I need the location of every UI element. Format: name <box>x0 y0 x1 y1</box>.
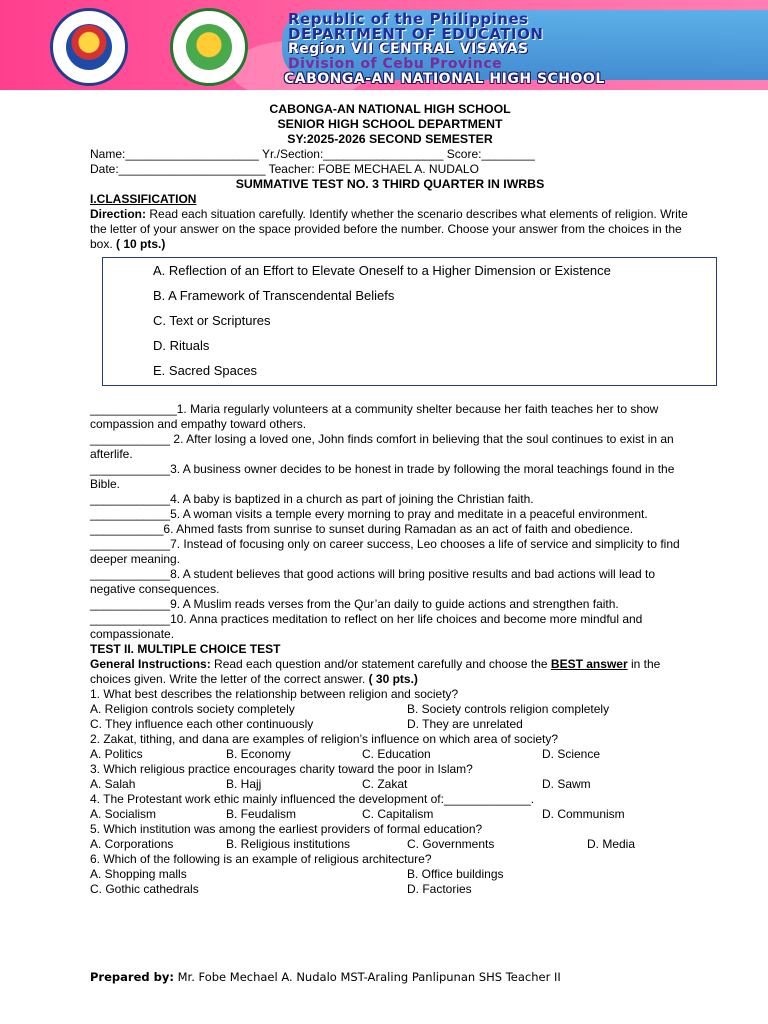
mc-question: 6. Which of the following is an example of religious architecture? <box>90 852 432 866</box>
classification-item-1[interactable]: _____________1. Maria regularly volunteers at a community shelter because her faith teaches her to show compassion and empathy toward others. <box>90 402 659 431</box>
instructions-text: Read each question and/or statement carefully and choose the <box>210 657 551 671</box>
mc-option[interactable]: D. Communism <box>542 807 625 821</box>
choice-c: C. Text or Scriptures <box>153 313 271 328</box>
mc-option[interactable]: A. Corporations <box>90 837 174 851</box>
name-line[interactable]: Name:____________________ Yr./Section:__________________ Score:________ <box>90 147 535 161</box>
banner-department: DEPARTMENT OF EDUCATION <box>288 25 544 43</box>
instructions-text-2: in the choices given. Write the letter of the correct answer. <box>90 657 661 686</box>
mc-options-row <box>90 882 690 897</box>
prepared-by-text: Mr. Fobe Mechael A. Nudalo MST-Araling Panlipunan SHS Teacher II <box>173 970 561 984</box>
classification-item-2[interactable]: ____________ 2. After losing a loved one, John finds comfort in believing that the soul continues to exist in an afterlife. <box>90 432 674 461</box>
classification-item-3[interactable]: ____________3. A business owner decides to be honest in trade by following the moral teachings found in the Bible. <box>90 462 675 491</box>
mc-option[interactable]: D. Media <box>587 837 636 851</box>
classification-item-8[interactable]: ____________8. A student believes that good actions will bring positive results and bad actions will lead to negative consequences. <box>90 567 656 596</box>
mc-option[interactable]: D. Science <box>542 747 601 761</box>
part2-heading: TEST II. MULTIPLE CHOICE TEST <box>90 642 281 656</box>
banner-region: Region VII CENTRAL VISAYAS <box>288 41 529 57</box>
mc-option[interactable]: A. Shopping malls <box>90 867 187 881</box>
mc-question: 2. Zakat, tithing, and dana are examples of religion’s influence on which area of society? <box>90 732 559 746</box>
school-year: SY:2025-2026 SECOND SEMESTER <box>287 132 493 146</box>
part1-points: ( 10 pts.) <box>112 237 166 251</box>
mc-option[interactable]: C. Capitalism <box>362 807 434 821</box>
mc-option[interactable]: B. Society controls religion completely <box>407 702 610 716</box>
choice-a: A. Reflection of an Effort to Elevate Oneself to a Higher Dimension or Existence <box>153 263 611 278</box>
mc-question: 3. Which religious practice encourages charity toward the poor in Islam? <box>90 762 473 776</box>
part2-points: ( 30 pts.) <box>365 672 418 686</box>
choice-e: E. Sacred Spaces <box>153 363 258 378</box>
part2-instructions <box>90 657 690 687</box>
choice-d: D. Rituals <box>153 338 210 353</box>
classification-item-7[interactable]: ____________7. Instead of focusing only on career success, Leo chooses a life of service and simplicity to find deeper meaning. <box>90 537 680 566</box>
direction-text: Read each situation carefully. Identify whether the scenario describes what elements of religion. Write the letter of your answer on the space provided before the number. Choose your answer from the choices in the box. <box>90 207 688 251</box>
multiple-choice-questions <box>90 687 690 897</box>
instructions-label: General Instructions: <box>90 657 211 671</box>
classification-items <box>90 402 690 642</box>
deped-seal-emblem <box>66 24 112 70</box>
mc-option[interactable]: B. Hajj <box>226 777 262 791</box>
mc-options-row <box>90 702 690 717</box>
mc-option[interactable]: A. Salah <box>90 777 136 791</box>
banner-division: Division of Cebu Province <box>288 56 503 72</box>
direction-label: Direction: <box>90 207 147 221</box>
mc-option[interactable]: A. Religion controls society completely <box>90 702 295 716</box>
mc-option[interactable]: B. Office buildings <box>407 867 504 881</box>
mc-option[interactable]: D. They are unrelated <box>407 717 523 731</box>
banner-text <box>284 12 764 87</box>
document-body <box>90 102 690 897</box>
mc-option[interactable]: C. Education <box>362 747 431 761</box>
mc-options-row <box>90 807 690 822</box>
date-line[interactable]: Date:______________________ Teacher: FOBE MECHAEL A. NUDALO <box>90 162 479 176</box>
mc-options-row <box>90 867 690 882</box>
school-seal-emblem <box>186 24 232 70</box>
banner-school: CABONGA-AN NATIONAL HIGH SCHOOL <box>284 71 605 87</box>
mc-option[interactable]: B. Religious institutions <box>226 837 351 851</box>
part1-heading: I.CLASSIFICATION <box>90 192 197 206</box>
mc-option[interactable]: A. Socialism <box>90 807 157 821</box>
mc-option[interactable]: C. Governments <box>407 837 495 851</box>
school-seal-logo <box>170 8 248 86</box>
test-title: SUMMATIVE TEST NO. 3 THIRD QUARTER IN IWRBS <box>235 177 545 191</box>
classification-item-6[interactable]: ___________6. Ahmed fasts from sunrise to sunset during Ramadan as an act of faith and obedience. <box>90 522 634 536</box>
mc-question: 5. Which institution was among the earliest providers of formal education? <box>90 822 483 836</box>
mc-question: 1. What best describes the relationship between religion and society? <box>90 687 459 701</box>
mc-options-row <box>90 777 690 792</box>
mc-option[interactable]: D. Factories <box>407 882 472 896</box>
banner-republic: Republic of the Philippines <box>288 10 529 28</box>
mc-option[interactable]: C. Zakat <box>362 777 408 791</box>
choice-b: B. A Framework of Transcendental Beliefs <box>153 288 395 303</box>
mc-options-row <box>90 717 690 732</box>
mc-option[interactable]: A. Politics <box>90 747 143 761</box>
part1-direction <box>90 207 690 252</box>
mc-option[interactable]: B. Economy <box>226 747 291 761</box>
mc-question: 4. The Protestant work ethic mainly influenced the development of:_____________. <box>90 792 535 806</box>
mc-option[interactable]: C. They influence each other continuously <box>90 717 314 731</box>
classification-item-5[interactable]: ____________5. A woman visits a temple every morning to pray and meditate in a peaceful environment. <box>90 507 648 521</box>
choices-box <box>102 257 717 386</box>
footer <box>90 970 561 984</box>
mc-option[interactable]: C. Gothic cathedrals <box>90 882 199 896</box>
mc-options-row <box>90 837 690 852</box>
header-banner <box>0 0 768 90</box>
classification-item-9[interactable]: ____________9. A Muslim reads verses from the Qur’an daily to guide actions and strengthen faith. <box>90 597 619 611</box>
best-answer: BEST answer <box>550 657 628 671</box>
mc-option[interactable]: D. Sawm <box>542 777 591 791</box>
classification-item-4[interactable]: ____________4. A baby is baptized in a church as part of joining the Christian faith. <box>90 492 534 506</box>
mc-options-row <box>90 747 690 762</box>
deped-seal-logo <box>50 8 128 86</box>
classification-item-10[interactable]: ____________10. Anna practices meditation to reflect on her life choices and become more mindful and compassionate. <box>90 612 643 641</box>
prepared-by-label: Prepared by: <box>90 970 174 984</box>
department-title: SENIOR HIGH SCHOOL DEPARTMENT <box>277 117 503 131</box>
school-title: CABONGA-AN NATIONAL HIGH SCHOOL <box>269 102 511 116</box>
mc-option[interactable]: B. Feudalism <box>226 807 297 821</box>
